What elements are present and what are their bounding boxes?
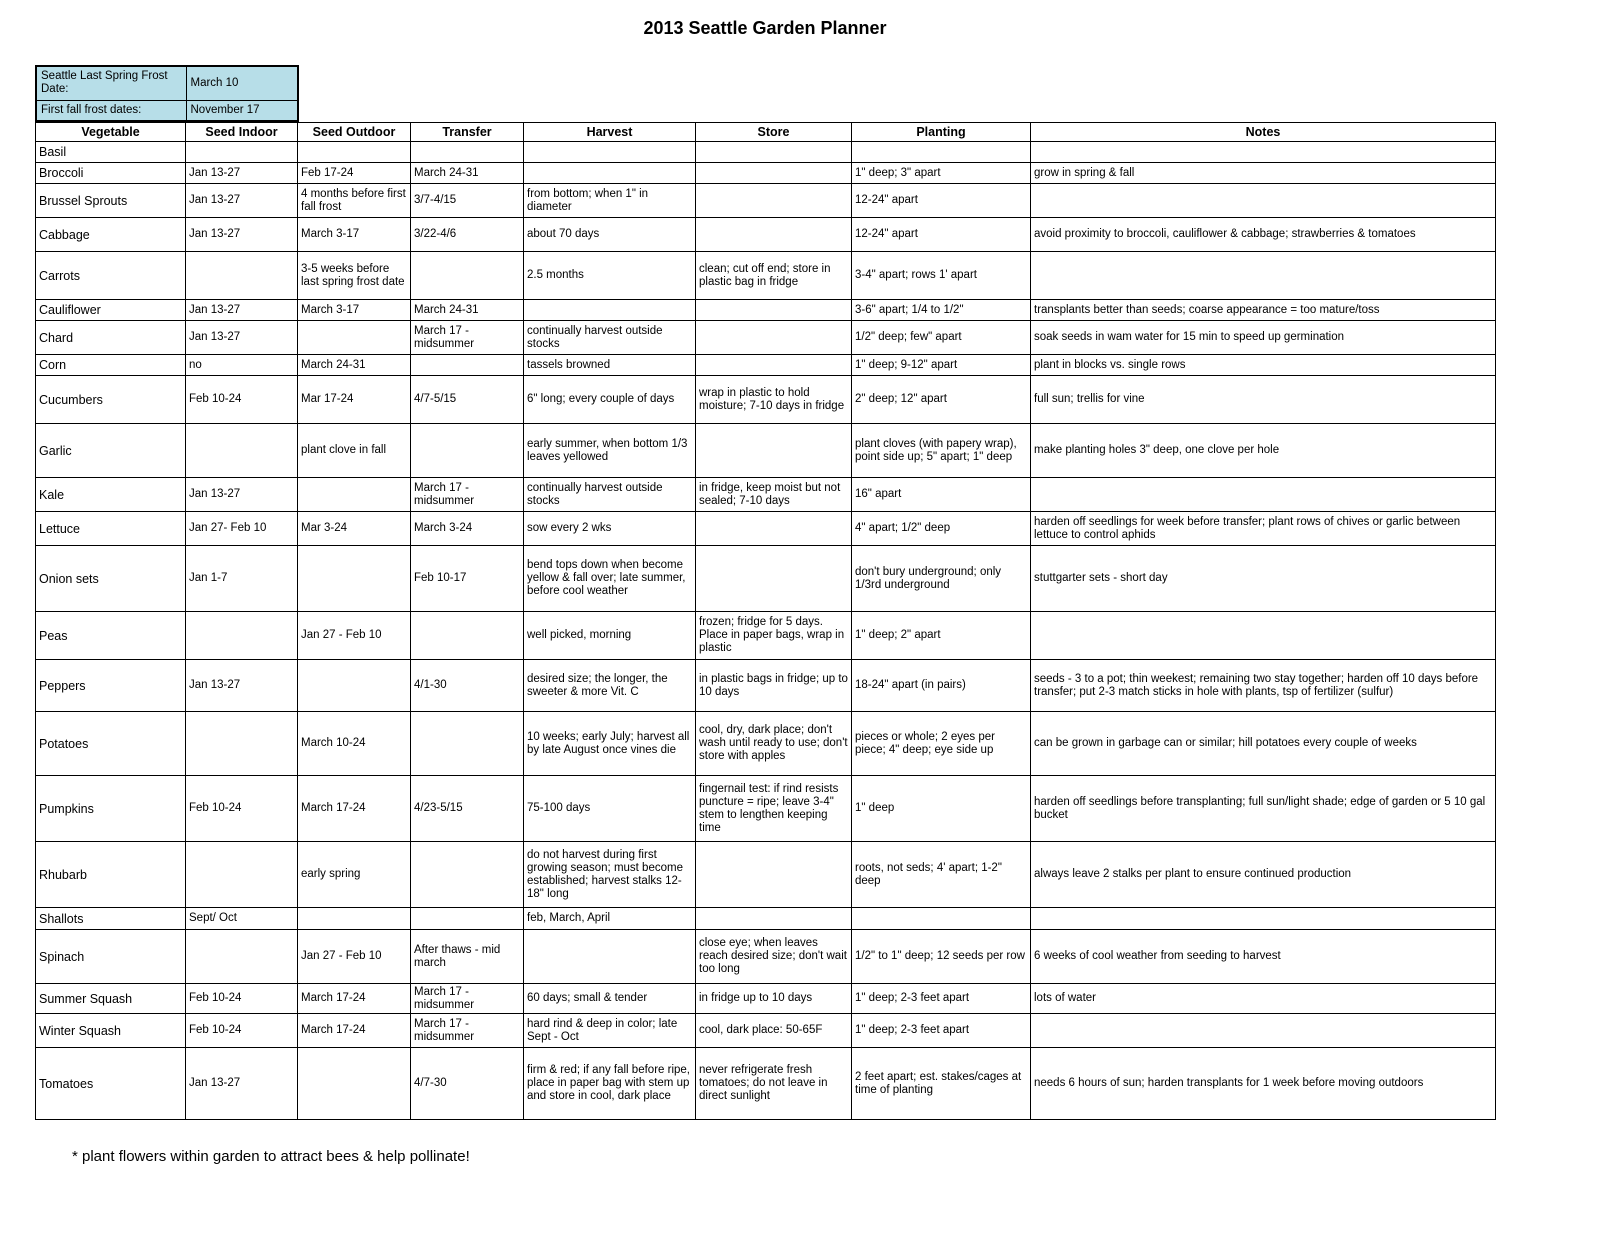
table-row-cauliflower xyxy=(36,300,1496,321)
cell-harvest xyxy=(524,930,696,984)
cell-notes: lots of water xyxy=(1031,984,1496,1014)
cell-notes: seeds - 3 to a pot; thin weekest; remaining two stay together; harden off 10 days before transfer; put 2-3 match sticks in hole with plants, tsp of fertilizer (sulfur) xyxy=(1031,660,1496,712)
frost-row xyxy=(36,100,298,121)
cell-planting: 1" deep; 3" apart xyxy=(852,163,1031,184)
cell-store xyxy=(696,163,852,184)
column-header-seed-outdoor: Seed Outdoor xyxy=(298,123,411,142)
cell-notes: harden off seedlings for week before transfer; plant rows of chives or garlic between lettuce to control aphids xyxy=(1031,512,1496,546)
cell-store xyxy=(696,218,852,252)
cell-notes: always leave 2 stalks per plant to ensure continued production xyxy=(1031,842,1496,908)
cell-transfer: 3/7-4/15 xyxy=(411,184,524,218)
cell-planting xyxy=(852,142,1031,163)
table-row-cucumbers xyxy=(36,376,1496,424)
cell-harvest: 6" long; every couple of days xyxy=(524,376,696,424)
column-header-notes: Notes xyxy=(1031,123,1496,142)
table-row-carrots xyxy=(36,252,1496,300)
cell-store: cool, dark place: 50-65F xyxy=(696,1014,852,1048)
vegetable-name: Winter Squash xyxy=(36,1014,186,1048)
cell-harvest: continually harvest outside stocks xyxy=(524,478,696,512)
cell-seed-indoor xyxy=(186,612,298,660)
cell-planting: 1" deep; 2-3 feet apart xyxy=(852,1014,1031,1048)
column-header-harvest: Harvest xyxy=(524,123,696,142)
cell-notes xyxy=(1031,1014,1496,1048)
cell-notes: grow in spring & fall xyxy=(1031,163,1496,184)
cell-store: in fridge up to 10 days xyxy=(696,984,852,1014)
cell-store xyxy=(696,321,852,355)
cell-seed-outdoor xyxy=(298,660,411,712)
cell-seed-indoor xyxy=(186,712,298,776)
table-row-garlic xyxy=(36,424,1496,478)
table-row-peppers xyxy=(36,660,1496,712)
cell-planting: 4" apart; 1/2" deep xyxy=(852,512,1031,546)
vegetable-name: Cabbage xyxy=(36,218,186,252)
cell-harvest: early summer, when bottom 1/3 leaves yellowed xyxy=(524,424,696,478)
table-row-cabbage xyxy=(36,218,1496,252)
cell-notes: make planting holes 3" deep, one clove per hole xyxy=(1031,424,1496,478)
cell-seed-indoor: Feb 10-24 xyxy=(186,984,298,1014)
cell-store xyxy=(696,184,852,218)
page-title: 2013 Seattle Garden Planner xyxy=(643,18,887,38)
table-row-chard xyxy=(36,321,1496,355)
cell-store xyxy=(696,512,852,546)
cell-notes xyxy=(1031,478,1496,512)
cell-planting: 2" deep; 12" apart xyxy=(852,376,1031,424)
cell-seed-indoor: Jan 13-27 xyxy=(186,321,298,355)
cell-notes xyxy=(1031,908,1496,930)
cell-planting: plant cloves (with papery wrap), point side up; 5" apart; 1" deep xyxy=(852,424,1031,478)
cell-seed-outdoor: March 10-24 xyxy=(298,712,411,776)
cell-store: in plastic bags in fridge; up to 10 days xyxy=(696,660,852,712)
cell-store: frozen; fridge for 5 days. Place in paper bags, wrap in plastic xyxy=(696,612,852,660)
cell-seed-indoor: Feb 10-24 xyxy=(186,776,298,842)
vegetable-name: Cucumbers xyxy=(36,376,186,424)
cell-transfer: Feb 10-17 xyxy=(411,546,524,612)
cell-notes xyxy=(1031,252,1496,300)
cell-store: close eye; when leaves reach desired size; don't wait too long xyxy=(696,930,852,984)
vegetable-name: Peppers xyxy=(36,660,186,712)
cell-seed-indoor: Jan 13-27 xyxy=(186,218,298,252)
cell-transfer xyxy=(411,355,524,376)
cell-store xyxy=(696,142,852,163)
cell-store xyxy=(696,908,852,930)
cell-transfer: 3/22-4/6 xyxy=(411,218,524,252)
cell-seed-outdoor: 4 months before first fall frost xyxy=(298,184,411,218)
cell-seed-outdoor: 3-5 weeks before last spring frost date xyxy=(298,252,411,300)
cell-transfer xyxy=(411,424,524,478)
table-row-tomatoes xyxy=(36,1048,1496,1120)
vegetable-name: Chard xyxy=(36,321,186,355)
cell-transfer xyxy=(411,142,524,163)
cell-notes: avoid proximity to broccoli, cauliflower & cabbage; strawberries & tomatoes xyxy=(1031,218,1496,252)
cell-transfer: March 17 - midsummer xyxy=(411,321,524,355)
vegetable-name: Cauliflower xyxy=(36,300,186,321)
vegetable-name: Carrots xyxy=(36,252,186,300)
cell-planting: 1" deep; 2" apart xyxy=(852,612,1031,660)
cell-planting: 1" deep xyxy=(852,776,1031,842)
table-row-winter-squash xyxy=(36,1014,1496,1048)
cell-harvest: 60 days; small & tender xyxy=(524,984,696,1014)
cell-transfer: March 17 - midsummer xyxy=(411,1014,524,1048)
cell-transfer: After thaws - mid march xyxy=(411,930,524,984)
table-row-kale xyxy=(36,478,1496,512)
vegetable-name: Kale xyxy=(36,478,186,512)
vegetable-name: Pumpkins xyxy=(36,776,186,842)
cell-harvest: tassels browned xyxy=(524,355,696,376)
cell-harvest: from bottom; when 1" in diameter xyxy=(524,184,696,218)
cell-planting: 2 feet apart; est. stakes/cages at time of planting xyxy=(852,1048,1031,1120)
cell-seed-outdoor: Jan 27 - Feb 10 xyxy=(298,612,411,660)
cell-seed-outdoor: March 3-17 xyxy=(298,218,411,252)
vegetable-name: Garlic xyxy=(36,424,186,478)
cell-planting xyxy=(852,908,1031,930)
cell-transfer: 4/1-30 xyxy=(411,660,524,712)
cell-seed-indoor xyxy=(186,142,298,163)
cell-transfer: March 24-31 xyxy=(411,163,524,184)
cell-store xyxy=(696,300,852,321)
cell-notes: 6 weeks of cool weather from seeding to harvest xyxy=(1031,930,1496,984)
vegetable-name: Onion sets xyxy=(36,546,186,612)
cell-seed-outdoor: March 17-24 xyxy=(298,776,411,842)
cell-planting: don't bury underground; only 1/3rd underground xyxy=(852,546,1031,612)
cell-seed-outdoor: Jan 27 - Feb 10 xyxy=(298,930,411,984)
cell-seed-indoor xyxy=(186,252,298,300)
cell-store xyxy=(696,355,852,376)
column-header-transfer: Transfer xyxy=(411,123,524,142)
vegetable-name: Brussel Sprouts xyxy=(36,184,186,218)
content-area xyxy=(35,65,1495,1165)
cell-notes: full sun; trellis for vine xyxy=(1031,376,1496,424)
vegetable-name: Spinach xyxy=(36,930,186,984)
cell-transfer: 4/7-5/15 xyxy=(411,376,524,424)
frost-label: First fall frost dates: xyxy=(36,100,186,121)
cell-harvest: sow every 2 wks xyxy=(524,512,696,546)
cell-seed-outdoor xyxy=(298,546,411,612)
cell-seed-indoor: Jan 13-27 xyxy=(186,660,298,712)
cell-seed-indoor: Jan 27- Feb 10 xyxy=(186,512,298,546)
cell-notes: harden off seedlings before transplanting; full sun/light shade; edge of garden or 5 10 gal bucket xyxy=(1031,776,1496,842)
cell-seed-indoor: Jan 13-27 xyxy=(186,163,298,184)
cell-seed-indoor: Jan 13-27 xyxy=(186,478,298,512)
pollination-note: * plant flowers within garden to attract bees & help pollinate! xyxy=(72,1148,470,1165)
header-row xyxy=(36,123,1496,142)
vegetable-name: Peas xyxy=(36,612,186,660)
cell-planting: 1/2" deep; few" apart xyxy=(852,321,1031,355)
cell-harvest xyxy=(524,142,696,163)
column-header-planting: Planting xyxy=(852,123,1031,142)
cell-seed-outdoor xyxy=(298,321,411,355)
vegetable-name: Tomatoes xyxy=(36,1048,186,1120)
cell-harvest: continually harvest outside stocks xyxy=(524,321,696,355)
table-row-lettuce xyxy=(36,512,1496,546)
cell-seed-outdoor: plant clove in fall xyxy=(298,424,411,478)
vegetable-name: Lettuce xyxy=(36,512,186,546)
cell-planting: 1" deep; 9-12" apart xyxy=(852,355,1031,376)
cell-store: never refrigerate fresh tomatoes; do not leave in direct sunlight xyxy=(696,1048,852,1120)
cell-planting: pieces or whole; 2 eyes per piece; 4" deep; eye side up xyxy=(852,712,1031,776)
cell-planting: roots, not seds; 4' apart; 1-2" deep xyxy=(852,842,1031,908)
cell-planting: 3-6" apart; 1/4 to 1/2" xyxy=(852,300,1031,321)
cell-seed-indoor xyxy=(186,424,298,478)
cell-harvest: feb, March, April xyxy=(524,908,696,930)
cell-notes: soak seeds in wam water for 15 min to speed up germination xyxy=(1031,321,1496,355)
cell-transfer: 4/23-5/15 xyxy=(411,776,524,842)
cell-planting: 16" apart xyxy=(852,478,1031,512)
cell-harvest: 2.5 months xyxy=(524,252,696,300)
table-row-corn xyxy=(36,355,1496,376)
cell-seed-indoor: Sept/ Oct xyxy=(186,908,298,930)
cell-seed-outdoor: March 17-24 xyxy=(298,984,411,1014)
cell-seed-outdoor xyxy=(298,908,411,930)
cell-seed-outdoor xyxy=(298,478,411,512)
cell-seed-outdoor xyxy=(298,142,411,163)
vegetable-name: Rhubarb xyxy=(36,842,186,908)
vegetable-name: Basil xyxy=(36,142,186,163)
cell-store: in fridge, keep moist but not sealed; 7-10 days xyxy=(696,478,852,512)
vegetable-name: Broccoli xyxy=(36,163,186,184)
cell-notes: plant in blocks vs. single rows xyxy=(1031,355,1496,376)
cell-seed-indoor xyxy=(186,930,298,984)
cell-harvest xyxy=(524,300,696,321)
planner-table xyxy=(35,122,1496,1120)
cell-seed-indoor xyxy=(186,842,298,908)
vegetable-name: Summer Squash xyxy=(36,984,186,1014)
cell-seed-outdoor: March 3-17 xyxy=(298,300,411,321)
cell-planting: 1" deep; 2-3 feet apart xyxy=(852,984,1031,1014)
cell-seed-indoor: Jan 13-27 xyxy=(186,1048,298,1120)
cell-seed-indoor: Jan 1-7 xyxy=(186,546,298,612)
column-header-vegetable: Vegetable xyxy=(36,123,186,142)
vegetable-name: Potatoes xyxy=(36,712,186,776)
cell-seed-indoor: Feb 10-24 xyxy=(186,1014,298,1048)
table-row-spinach xyxy=(36,930,1496,984)
cell-seed-indoor: Feb 10-24 xyxy=(186,376,298,424)
cell-seed-outdoor: early spring xyxy=(298,842,411,908)
cell-transfer: March 3-24 xyxy=(411,512,524,546)
cell-planting: 18-24" apart (in pairs) xyxy=(852,660,1031,712)
cell-transfer: March 17 - midsummer xyxy=(411,478,524,512)
cell-seed-outdoor: Feb 17-24 xyxy=(298,163,411,184)
cell-planting: 1/2" to 1" deep; 12 seeds per row xyxy=(852,930,1031,984)
vegetable-name: Corn xyxy=(36,355,186,376)
cell-harvest xyxy=(524,163,696,184)
table-row-onion-sets xyxy=(36,546,1496,612)
table-row-peas xyxy=(36,612,1496,660)
table-row-summer-squash xyxy=(36,984,1496,1014)
frost-row xyxy=(36,66,298,100)
cell-store: clean; cut off end; store in plastic bag in fridge xyxy=(696,252,852,300)
cell-transfer: 4/7-30 xyxy=(411,1048,524,1120)
cell-harvest: do not harvest during first growing season; must become established; harvest stalks 12-18" long xyxy=(524,842,696,908)
cell-transfer xyxy=(411,712,524,776)
frost-label: Seattle Last Spring Frost Date: xyxy=(36,66,186,100)
cell-notes xyxy=(1031,184,1496,218)
cell-notes: can be grown in garbage can or similar; hill potatoes every couple of weeks xyxy=(1031,712,1496,776)
cell-notes xyxy=(1031,142,1496,163)
cell-transfer: March 17 - midsummer xyxy=(411,984,524,1014)
cell-transfer xyxy=(411,612,524,660)
cell-seed-outdoor xyxy=(298,1048,411,1120)
cell-harvest: about 70 days xyxy=(524,218,696,252)
cell-harvest: firm & red; if any fall before ripe, place in paper bag with stem up and store in cool, dark place xyxy=(524,1048,696,1120)
cell-transfer xyxy=(411,252,524,300)
cell-seed-outdoor: March 24-31 xyxy=(298,355,411,376)
cell-harvest: 75-100 days xyxy=(524,776,696,842)
cell-store: cool, dry, dark place; don't wash until ready to use; don't store with apples xyxy=(696,712,852,776)
frost-value: March 10 xyxy=(186,66,298,100)
cell-transfer xyxy=(411,842,524,908)
cell-planting: 12-24" apart xyxy=(852,184,1031,218)
cell-harvest: well picked, morning xyxy=(524,612,696,660)
cell-store: wrap in plastic to hold moisture; 7-10 days in fridge xyxy=(696,376,852,424)
cell-seed-indoor: Jan 13-27 xyxy=(186,300,298,321)
cell-planting: 12-24" apart xyxy=(852,218,1031,252)
cell-seed-outdoor: Mar 3-24 xyxy=(298,512,411,546)
table-row-basil xyxy=(36,142,1496,163)
cell-harvest: 10 weeks; early July; harvest all by late August once vines die xyxy=(524,712,696,776)
frost-value: November 17 xyxy=(186,100,298,121)
cell-notes: needs 6 hours of sun; harden transplants for 1 week before moving outdoors xyxy=(1031,1048,1496,1120)
vegetable-name: Shallots xyxy=(36,908,186,930)
cell-store: fingernail test: if rind resists puncture = ripe; leave 3-4" stem to lengthen keeping time xyxy=(696,776,852,842)
table-row-pumpkins xyxy=(36,776,1496,842)
cell-seed-outdoor: Mar 17-24 xyxy=(298,376,411,424)
column-header-store: Store xyxy=(696,123,852,142)
column-header-seed-indoor: Seed Indoor xyxy=(186,123,298,142)
cell-transfer: March 24-31 xyxy=(411,300,524,321)
cell-notes: transplants better than seeds; coarse appearance = too mature/toss xyxy=(1031,300,1496,321)
cell-store xyxy=(696,842,852,908)
frost-info-table xyxy=(35,65,299,122)
table-row-rhubarb xyxy=(36,842,1496,908)
table-row-brussel-sprouts xyxy=(36,184,1496,218)
cell-seed-outdoor: March 17-24 xyxy=(298,1014,411,1048)
cell-store xyxy=(696,424,852,478)
cell-notes xyxy=(1031,612,1496,660)
table-row-shallots xyxy=(36,908,1496,930)
table-row-potatoes xyxy=(36,712,1496,776)
cell-harvest: desired size; the longer, the sweeter & more Vit. C xyxy=(524,660,696,712)
cell-harvest: hard rind & deep in color; late Sept - Oct xyxy=(524,1014,696,1048)
cell-transfer xyxy=(411,908,524,930)
table-row-broccoli xyxy=(36,163,1496,184)
cell-seed-indoor: Jan 13-27 xyxy=(186,184,298,218)
cell-notes: stuttgarter sets - short day xyxy=(1031,546,1496,612)
cell-planting: 3-4" apart; rows 1' apart xyxy=(852,252,1031,300)
cell-seed-indoor: no xyxy=(186,355,298,376)
cell-harvest: bend tops down when become yellow & fall over; late summer, before cool weather xyxy=(524,546,696,612)
cell-store xyxy=(696,546,852,612)
